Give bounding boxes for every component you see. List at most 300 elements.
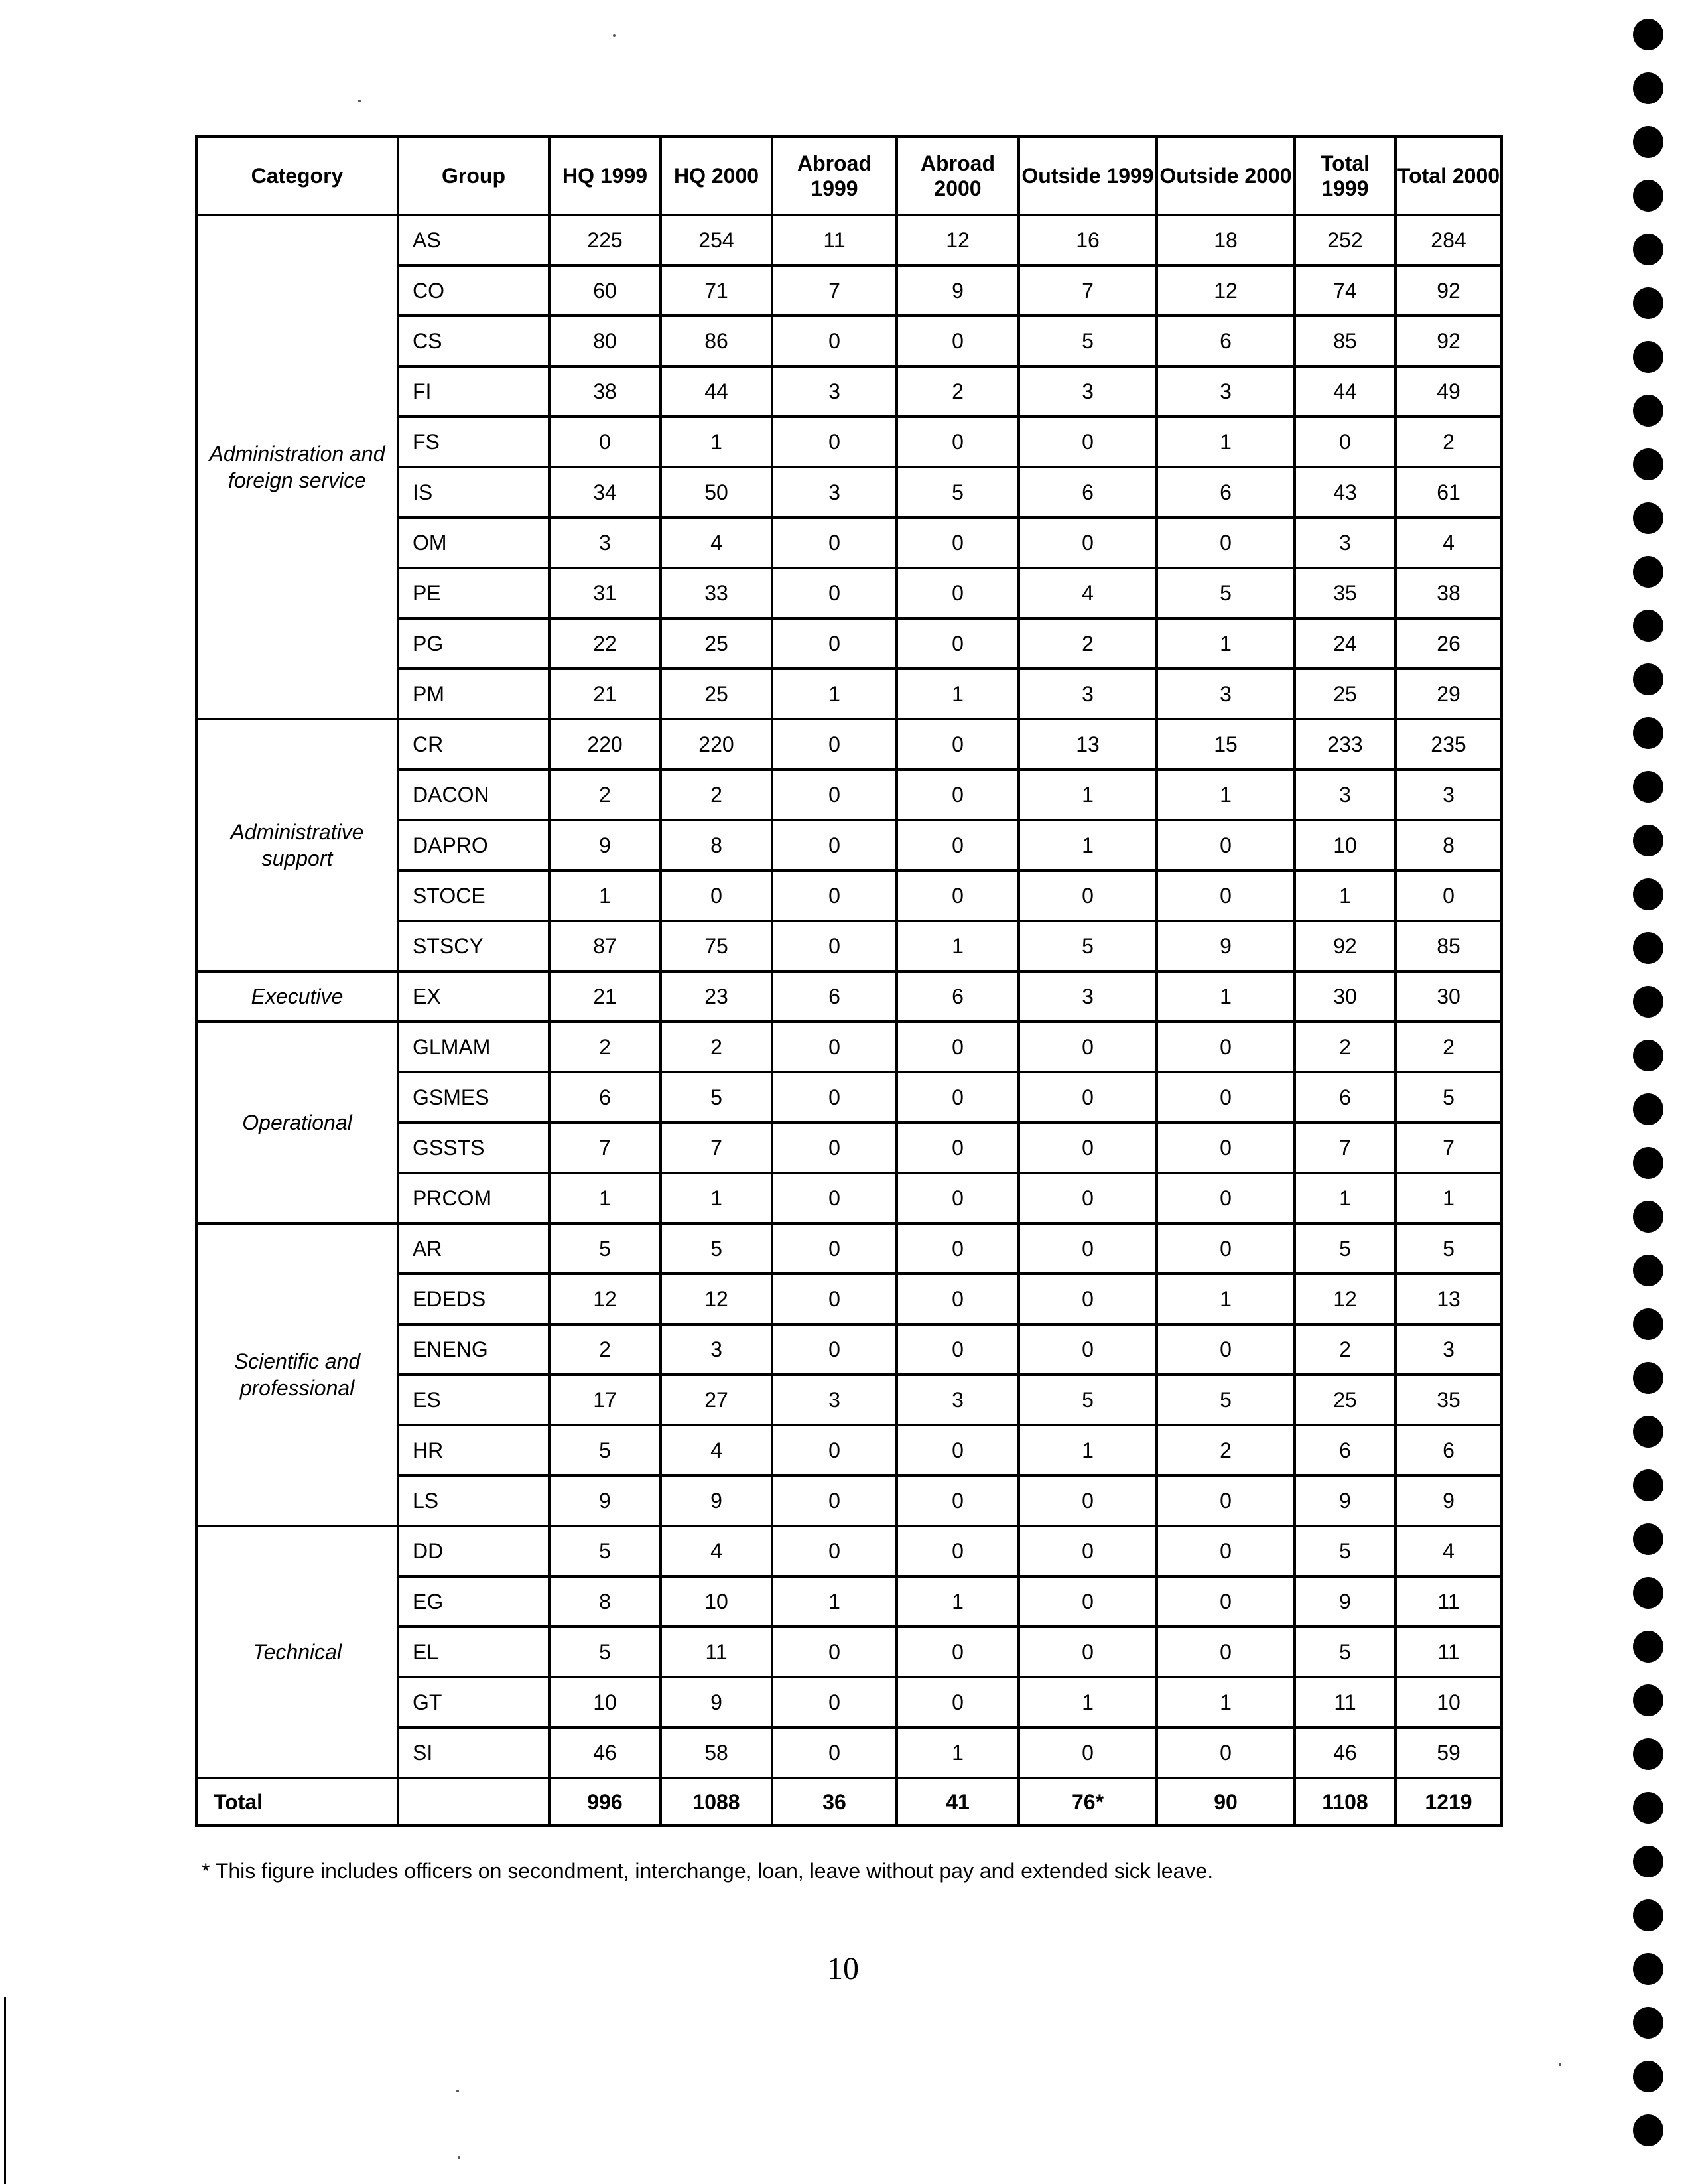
value-cell: 4 [661,1425,772,1475]
binding-hole [1633,234,1663,265]
value-cell: 0 [897,1274,1019,1324]
binding-hole [1633,932,1663,964]
value-cell: 1 [549,1173,661,1223]
value-cell: 3 [772,467,897,517]
table-row [196,1223,1502,1274]
value-cell: 27 [661,1375,772,1425]
value-cell: 0 [1157,870,1295,921]
value-cell: 2 [1157,1425,1295,1475]
value-cell: 50 [661,467,772,517]
value-cell: 3 [1157,366,1295,417]
value-cell: 26 [1395,618,1502,669]
value-cell: 1 [1157,618,1295,669]
value-cell: 5 [661,1072,772,1123]
value-cell: 0 [897,568,1019,618]
value-cell: 3 [661,1324,772,1375]
value-cell: 59 [1395,1728,1502,1778]
group-cell: AS [398,215,549,265]
value-cell: 21 [549,971,661,1022]
value-cell: 0 [897,770,1019,820]
value-cell: 5 [1295,1526,1395,1576]
group-cell: LS [398,1475,549,1526]
group-cell: EG [398,1576,549,1627]
value-cell: 5 [1295,1223,1395,1274]
value-cell: 0 [1157,1576,1295,1627]
binding-hole [1633,126,1663,158]
table-body [196,215,1502,1778]
value-cell: 85 [1395,921,1502,971]
value-cell: 7 [661,1123,772,1173]
group-cell: ES [398,1375,549,1425]
binding-hole [1633,986,1663,1018]
value-cell: 0 [1157,1526,1295,1576]
total-outside-1999: 76* [1019,1778,1157,1826]
value-cell: 2 [1019,618,1157,669]
value-cell: 0 [772,1728,897,1778]
value-cell: 0 [1157,1173,1295,1223]
total-label: Total [196,1778,398,1826]
value-cell: 8 [661,820,772,870]
group-cell: GSMES [398,1072,549,1123]
binding-hole [1633,1469,1663,1501]
value-cell: 44 [1295,366,1395,417]
binding-hole [1633,1899,1663,1931]
value-cell: 92 [1395,316,1502,366]
value-cell: 0 [772,1475,897,1526]
value-cell: 0 [772,870,897,921]
group-cell: FI [398,366,549,417]
binding-hole [1633,1792,1663,1824]
value-cell: 4 [661,1526,772,1576]
value-cell: 1 [897,669,1019,719]
value-cell: 21 [549,669,661,719]
table-row [196,1526,1502,1576]
value-cell: 29 [1395,669,1502,719]
value-cell: 35 [1295,568,1395,618]
value-cell: 33 [661,568,772,618]
value-cell: 1 [661,417,772,467]
value-cell: 0 [897,1324,1019,1375]
header-total-2000: Total 2000 [1395,137,1502,215]
value-cell: 0 [772,1123,897,1173]
value-cell: 0 [897,1526,1019,1576]
value-cell: 0 [1019,1123,1157,1173]
binding-hole [1633,1846,1663,1877]
binding-hole [1633,1308,1663,1340]
value-cell: 1 [1157,417,1295,467]
header-outside-1999: Outside 1999 [1019,137,1157,215]
value-cell: 25 [661,669,772,719]
value-cell: 0 [897,1022,1019,1072]
value-cell: 6 [772,971,897,1022]
group-cell: EL [398,1627,549,1677]
value-cell: 6 [1019,467,1157,517]
binding-hole [1633,878,1663,910]
value-cell: 0 [1019,1627,1157,1677]
value-cell: 0 [1157,1123,1295,1173]
value-cell: 2 [1395,417,1502,467]
binding-hole [1633,1684,1663,1716]
value-cell: 8 [549,1576,661,1627]
value-cell: 6 [1395,1425,1502,1475]
value-cell: 6 [897,971,1019,1022]
binding-hole [1633,825,1663,856]
value-cell: 3 [1295,770,1395,820]
value-cell: 1 [549,870,661,921]
value-cell: 0 [772,568,897,618]
value-cell: 0 [897,719,1019,770]
value-cell: 0 [897,618,1019,669]
value-cell: 0 [897,1223,1019,1274]
value-cell: 0 [1019,1022,1157,1072]
scan-speck [1559,2063,1561,2066]
value-cell: 0 [897,417,1019,467]
group-cell: HR [398,1425,549,1475]
value-cell: 5 [549,1627,661,1677]
header-abroad-2000: Abroad 2000 [897,137,1019,215]
value-cell: 5 [1157,1375,1295,1425]
value-cell: 1 [897,1576,1019,1627]
header-group: Group [398,137,549,215]
value-cell: 0 [897,1627,1019,1677]
value-cell: 5 [549,1223,661,1274]
value-cell: 2 [661,770,772,820]
value-cell: 0 [772,770,897,820]
value-cell: 44 [661,366,772,417]
value-cell: 49 [1395,366,1502,417]
value-cell: 2 [549,1022,661,1072]
value-cell: 2 [1395,1022,1502,1072]
total-total-1999: 1108 [1295,1778,1395,1826]
total-outside-2000: 90 [1157,1778,1295,1826]
page-number: 10 [827,1951,859,1986]
value-cell: 0 [549,417,661,467]
value-cell: 0 [772,1627,897,1677]
value-cell: 0 [772,1274,897,1324]
binding-hole [1633,1577,1663,1609]
value-cell: 5 [1395,1072,1502,1123]
value-cell: 0 [1019,1072,1157,1123]
value-cell: 3 [1019,971,1157,1022]
value-cell: 0 [1157,1475,1295,1526]
value-cell: 0 [772,1022,897,1072]
value-cell: 4 [1395,1526,1502,1576]
value-cell: 1 [661,1173,772,1223]
value-cell: 85 [1295,316,1395,366]
table-row [196,215,1502,265]
value-cell: 25 [1295,1375,1395,1425]
value-cell: 233 [1295,719,1395,770]
group-cell: CO [398,265,549,316]
binding-hole [1633,556,1663,588]
value-cell: 3 [1295,517,1395,568]
value-cell: 5 [1019,1375,1157,1425]
category-cell: Administration and foreign service [196,215,398,719]
binding-hole [1633,395,1663,427]
value-cell: 86 [661,316,772,366]
value-cell: 0 [1157,1022,1295,1072]
value-cell: 0 [897,820,1019,870]
group-cell: PE [398,568,549,618]
table-row [196,971,1502,1022]
binding-hole [1633,2114,1663,2146]
value-cell: 10 [1295,820,1395,870]
value-cell: 2 [549,770,661,820]
scan-edge-line [4,1997,6,2184]
value-cell: 0 [897,1475,1019,1526]
value-cell: 0 [897,316,1019,366]
value-cell: 1 [1157,1677,1295,1728]
value-cell: 0 [1019,417,1157,467]
value-cell: 25 [1295,669,1395,719]
value-cell: 0 [897,1677,1019,1728]
value-cell: 58 [661,1728,772,1778]
value-cell: 2 [549,1324,661,1375]
value-cell: 11 [1395,1627,1502,1677]
binding-hole [1633,1255,1663,1286]
value-cell: 7 [772,265,897,316]
value-cell: 6 [1157,316,1295,366]
header-row [196,137,1502,215]
value-cell: 22 [549,618,661,669]
footnote: * This figure includes officers on secondment, interchange, loan, leave without pay and extended sick leave. [202,1859,1214,1883]
binding-hole [1633,663,1663,695]
header-abroad-1999: Abroad 1999 [772,137,897,215]
value-cell: 7 [549,1123,661,1173]
value-cell: 46 [1295,1728,1395,1778]
group-cell: CS [398,316,549,366]
value-cell: 1 [897,921,1019,971]
value-cell: 0 [1157,517,1295,568]
value-cell: 30 [1395,971,1502,1022]
value-cell: 0 [1019,1274,1157,1324]
binding-hole [1633,1631,1663,1663]
header-category: Category [196,137,398,215]
value-cell: 10 [549,1677,661,1728]
binding-hole [1633,502,1663,534]
value-cell: 12 [1295,1274,1395,1324]
value-cell: 10 [661,1576,772,1627]
value-cell: 5 [1019,316,1157,366]
group-cell: GSSTS [398,1123,549,1173]
value-cell: 11 [1395,1576,1502,1627]
binding-hole [1633,1093,1663,1125]
value-cell: 0 [1019,1475,1157,1526]
value-cell: 10 [1395,1677,1502,1728]
binding-hole [1633,1201,1663,1233]
binding-hole [1633,1416,1663,1448]
value-cell: 235 [1395,719,1502,770]
value-cell: 1 [897,1728,1019,1778]
value-cell: 0 [772,1072,897,1123]
group-cell: EDEDS [398,1274,549,1324]
group-cell: GLMAM [398,1022,549,1072]
value-cell: 1 [1395,1173,1502,1223]
value-cell: 0 [772,820,897,870]
value-cell: 11 [772,215,897,265]
value-cell: 9 [1295,1475,1395,1526]
value-cell: 0 [1157,1627,1295,1677]
value-cell: 43 [1295,467,1395,517]
binding-hole [1633,2061,1663,2092]
binding-hole [1633,287,1663,319]
value-cell: 74 [1295,265,1395,316]
group-cell: PRCOM [398,1173,549,1223]
value-cell: 1 [1019,1677,1157,1728]
value-cell: 1 [1019,1425,1157,1475]
value-cell: 7 [1019,265,1157,316]
group-cell: PG [398,618,549,669]
value-cell: 0 [1019,1223,1157,1274]
value-cell: 3 [1157,669,1295,719]
group-cell: SI [398,1728,549,1778]
value-cell: 0 [897,1072,1019,1123]
total-total-2000: 1219 [1395,1778,1502,1826]
group-cell: AR [398,1223,549,1274]
binding-hole [1633,19,1663,50]
value-cell: 9 [549,1475,661,1526]
value-cell: 0 [897,870,1019,921]
value-cell: 3 [1395,770,1502,820]
value-cell: 12 [1157,265,1295,316]
group-cell: CR [398,719,549,770]
binding-hole [1633,2007,1663,2039]
value-cell: 0 [772,618,897,669]
value-cell: 3 [1019,669,1157,719]
value-cell: 5 [1395,1223,1502,1274]
value-cell: 4 [1019,568,1157,618]
value-cell: 0 [1019,1324,1157,1375]
value-cell: 0 [1019,1728,1157,1778]
binding-hole [1633,1523,1663,1555]
value-cell: 6 [1157,467,1295,517]
group-cell: STOCE [398,870,549,921]
value-cell: 9 [1157,921,1295,971]
staff-table [195,135,1503,1827]
value-cell: 284 [1395,215,1502,265]
total-group [398,1778,549,1826]
total-hq-1999: 996 [549,1778,661,1826]
value-cell: 1 [1019,820,1157,870]
group-cell: ENENG [398,1324,549,1375]
value-cell: 8 [1395,820,1502,870]
value-cell: 12 [661,1274,772,1324]
value-cell: 0 [772,1425,897,1475]
value-cell: 80 [549,316,661,366]
binding-hole [1633,1738,1663,1770]
category-cell: Operational [196,1022,398,1223]
category-cell: Executive [196,971,398,1022]
value-cell: 1 [1295,870,1395,921]
value-cell: 220 [549,719,661,770]
binding-hole [1633,717,1663,749]
value-cell: 9 [1395,1475,1502,1526]
total-abroad-1999: 36 [772,1778,897,1826]
value-cell: 18 [1157,215,1295,265]
scan-speck [613,34,616,37]
value-cell: 6 [1295,1425,1395,1475]
value-cell: 5 [1019,921,1157,971]
binding-hole [1633,610,1663,642]
value-cell: 0 [1157,1223,1295,1274]
value-cell: 0 [772,316,897,366]
binding-hole [1633,1040,1663,1071]
value-cell: 5 [897,467,1019,517]
value-cell: 3 [772,1375,897,1425]
value-cell: 16 [1019,215,1157,265]
value-cell: 24 [1295,618,1395,669]
value-cell: 7 [1295,1123,1395,1173]
value-cell: 0 [897,517,1019,568]
value-cell: 5 [549,1425,661,1475]
value-cell: 0 [1019,1526,1157,1576]
group-cell: PM [398,669,549,719]
value-cell: 1 [1157,1274,1295,1324]
value-cell: 0 [1395,870,1502,921]
value-cell: 0 [772,1526,897,1576]
value-cell: 0 [661,870,772,921]
value-cell: 0 [1019,1576,1157,1627]
value-cell: 35 [1395,1375,1502,1425]
binding-hole [1633,448,1663,480]
total-row [196,1778,1502,1826]
value-cell: 75 [661,921,772,971]
value-cell: 1 [1157,971,1295,1022]
value-cell: 2 [897,366,1019,417]
value-cell: 252 [1295,215,1395,265]
value-cell: 38 [1395,568,1502,618]
value-cell: 25 [661,618,772,669]
value-cell: 0 [772,1677,897,1728]
value-cell: 5 [661,1223,772,1274]
value-cell: 0 [1157,1072,1295,1123]
value-cell: 0 [772,417,897,467]
value-cell: 1 [1157,770,1295,820]
value-cell: 5 [1295,1627,1395,1677]
value-cell: 3 [549,517,661,568]
value-cell: 12 [897,215,1019,265]
value-cell: 9 [1295,1576,1395,1627]
value-cell: 0 [772,1324,897,1375]
value-cell: 220 [661,719,772,770]
value-cell: 71 [661,265,772,316]
value-cell: 6 [1295,1072,1395,1123]
value-cell: 34 [549,467,661,517]
value-cell: 0 [772,1173,897,1223]
value-cell: 254 [661,215,772,265]
group-cell: IS [398,467,549,517]
value-cell: 1 [1295,1173,1395,1223]
value-cell: 3 [1395,1324,1502,1375]
value-cell: 0 [1019,870,1157,921]
header-outside-2000: Outside 2000 [1157,137,1295,215]
value-cell: 9 [549,820,661,870]
header-total-1999: Total 1999 [1295,137,1395,215]
value-cell: 5 [1157,568,1295,618]
value-cell: 9 [661,1475,772,1526]
value-cell: 31 [549,568,661,618]
value-cell: 92 [1395,265,1502,316]
binding-hole [1633,72,1663,104]
binding-hole [1633,180,1663,212]
value-cell: 3 [1019,366,1157,417]
value-cell: 0 [772,517,897,568]
group-cell: EX [398,971,549,1022]
group-cell: GT [398,1677,549,1728]
header-hq-2000: HQ 2000 [661,137,772,215]
value-cell: 87 [549,921,661,971]
category-cell: Scientific and professional [196,1223,398,1526]
